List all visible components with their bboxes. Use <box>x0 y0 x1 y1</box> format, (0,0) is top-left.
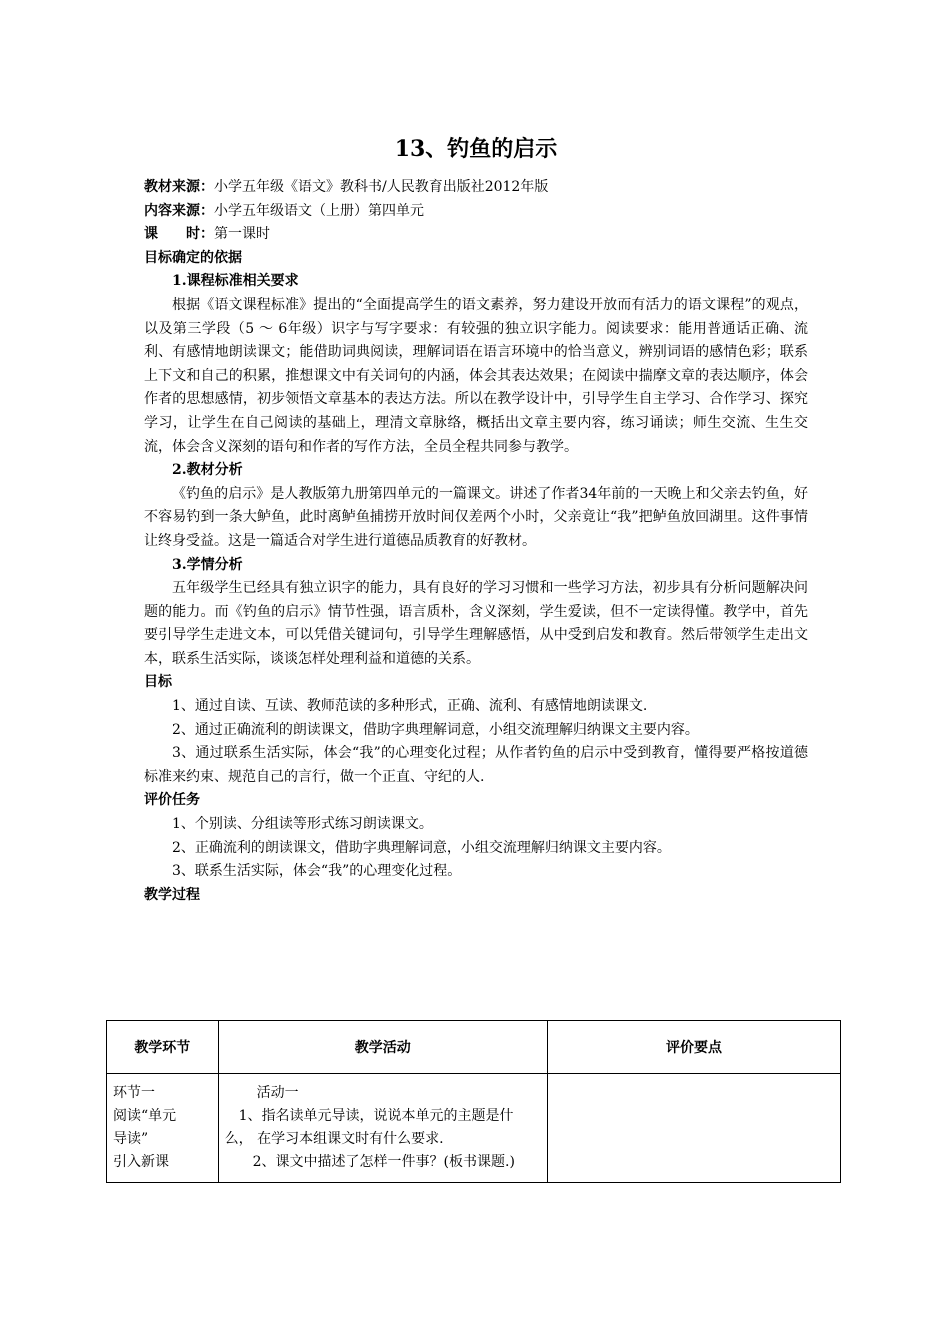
activity-line: 2、课文中描述了怎样一件事？(板书课题.) <box>252 1154 515 1170</box>
stage-line: 阅读“单元 <box>113 1108 177 1124</box>
meta-source-label: 教材来源： <box>144 179 214 195</box>
meta-content-value: 小学五年级语文（上册）第四单元 <box>214 202 424 219</box>
activity-cell <box>218 1074 547 1183</box>
document-body <box>144 176 808 907</box>
learner-text: 五年级学生已经具有独立识字的能力，具有良好的学习习惯和一些学习方法，初步具有分析问题解决问题的能力。而《钓鱼的启示》情节性强，语言质朴，含义深刻，学生爱读，但不一定读得懂。教学中，首先要引导学生走进文本，可以凭借关键词句，引导学生理解感悟，从中受到启发和教育。然后带领学生走出文本，联系生活实际，谈谈怎样处理利益和道德的关系。 <box>144 580 808 667</box>
meta-content <box>144 200 808 224</box>
meta-source <box>144 176 808 200</box>
goal-item: 3、通过联系生活实际，体会“我”的心理变化过程；从作者钓鱼的启示中受到教育，懂得要严格按道德标准来约束、规范自己的言行，做一个正直、守纪的人. <box>144 745 808 785</box>
stage-line: 导读” <box>113 1131 149 1147</box>
evaluation-cell <box>547 1074 840 1183</box>
meta-source-value: 小学五年级《语文》教科书/人民教育出版社2012年版 <box>214 179 549 195</box>
standard-text: 根据《语文课程标准》提出的“全面提高学生的语文素养，努力建设开放而有活力的语文课程”的观点，以及第三学段（5 ～ 6年级）识字与写字要求：有较强的独立识字能力。阅读要求：能用普通话正确、流利、有感情地朗读课文；能借助词典阅读，理解词语在语言环境中的恰当意义，辨别词语的感情色彩；联系上下文和自己的积累，推想课文中有关词句的内涵，体会其表达效果；在阅读中揣摩文章的表达顺序，体会作者的思想感情，初步领悟文章基本的表达方法。所以在教学设计中，引导学生自主学习、合作学习、探究学习，让学生在自己阅读的基础上，理清文章脉络，概括出文章主要内容，练习诵读；师生交流、生生交流，体会含义深刻的语句和作者的写作方法，全员全程共同参与教学。 <box>144 296 808 455</box>
process-table <box>106 1020 841 1183</box>
process-heading: 教学过程 <box>144 886 200 903</box>
column-header-stage: 教学环节 <box>107 1021 219 1074</box>
stage-line: 引入新课 <box>113 1154 169 1170</box>
stage-line: 环节一 <box>113 1085 155 1101</box>
evaluation-item: 1、个别读、分组读等形式练习朗读课文。 <box>172 816 433 833</box>
goal-item: 1、通过自读、互读、教师范读的多种形式，正确、流利、有感情地朗读课文. <box>172 698 648 715</box>
meta-period-label: 课 时： <box>144 226 214 243</box>
table-header-row <box>107 1021 841 1074</box>
material-text: 《钓鱼的启示》是人教版第九册第四单元的一篇课文。讲述了作者34年前的一天晚上和父亲去钓鱼，好不容易钓到一条大鲈鱼，此时离鲈鱼捕捞开放时间仅差两个小时，父亲竟让“我”把鲈鱼放回湖里。这件事情让终身受益。这是一篇适合对学生进行道德品质教育的好教材。 <box>144 485 808 549</box>
evaluation-item: 2、正确流利的朗读课文，借助字典理解词意，小组交流理解归纳课文主要内容。 <box>172 839 671 856</box>
column-header-activity: 教学活动 <box>218 1021 547 1074</box>
table-row <box>107 1074 841 1183</box>
lesson-title: 13、钓鱼的启示 <box>394 136 558 162</box>
activity-title: 活动一 <box>256 1085 299 1101</box>
goal-item: 2、通过正确流利的朗读课文，借助字典理解词意，小组交流理解归纳课文主要内容。 <box>172 721 699 738</box>
activity-line: 1、指名读单元导读，说说本单元的主题是什么， 在学习本组课文时有什么要求. <box>224 1108 514 1147</box>
meta-period-value: 第一课时 <box>214 226 270 243</box>
stage-cell <box>107 1074 219 1183</box>
learner-heading: 3.学情分析 <box>172 556 243 573</box>
column-header-evaluation: 评价要点 <box>547 1021 840 1074</box>
material-heading: 2.教材分析 <box>172 462 243 479</box>
standard-heading: 1.课程标准相关要求 <box>172 273 299 290</box>
goals-heading: 目标 <box>144 674 172 691</box>
basis-heading: 目标确定的依据 <box>144 249 242 266</box>
meta-content-label: 内容来源： <box>144 202 214 219</box>
evaluation-item: 3、联系生活实际，体会“我”的心理变化过程。 <box>172 863 462 880</box>
evaluation-heading: 评价任务 <box>144 792 200 809</box>
meta-period <box>144 223 808 247</box>
